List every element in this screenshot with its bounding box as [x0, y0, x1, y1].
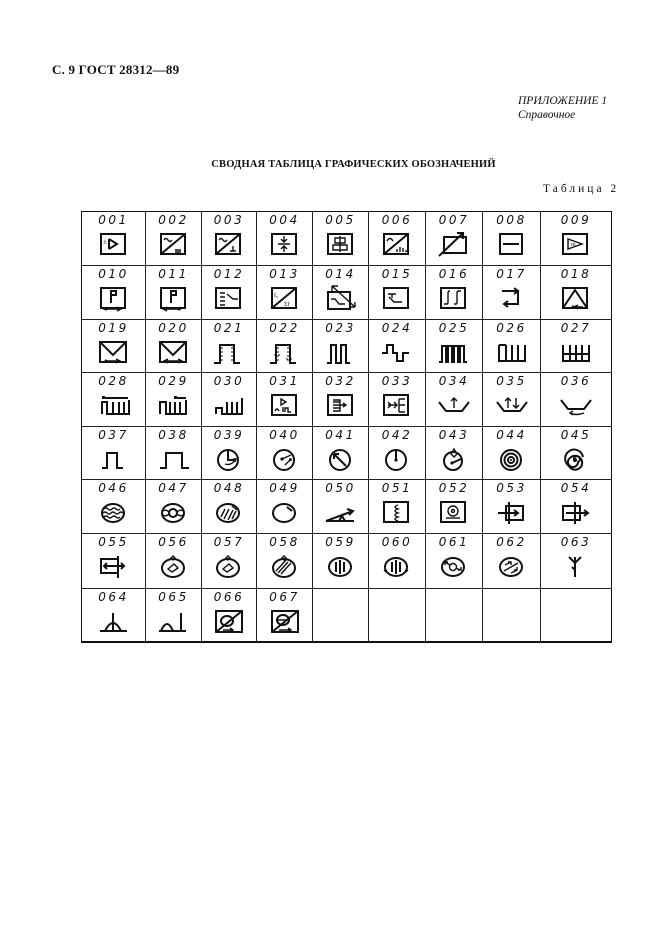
- symbol-cell-003: [202, 212, 257, 266]
- symbol-code: 045: [560, 428, 592, 442]
- symbol-code: 035: [496, 374, 527, 388]
- symbol-cell-010: [82, 266, 146, 320]
- symbol-cell-024: [369, 320, 426, 373]
- symbol-cell-028: [82, 373, 146, 427]
- symbol-cell-022: [257, 320, 313, 373]
- symbol-code: 013: [269, 267, 300, 281]
- symbol-code: 037: [98, 428, 129, 442]
- table-row: [82, 427, 612, 480]
- symbol-code: 004: [269, 213, 300, 227]
- symbol-code: 039: [213, 428, 245, 442]
- symbol-cell-019: [82, 320, 146, 373]
- symbol-code: 058: [269, 535, 300, 549]
- table-row: [82, 212, 612, 266]
- symbol-cell-040: [257, 427, 313, 480]
- symbol-cell-059: [313, 534, 369, 589]
- page-reference: С. 9 ГОСТ 28312—89: [52, 62, 180, 77]
- symbol-cell-065: [146, 589, 202, 643]
- symbol-code: 019: [98, 321, 129, 335]
- symbol-cell-067: [257, 589, 313, 643]
- symbol-code: 063: [560, 535, 592, 549]
- symbol-cell-007: [426, 212, 483, 266]
- symbol-cell-026: [483, 320, 541, 373]
- symbol-code: 053: [496, 481, 527, 495]
- symbol-code: 050: [325, 481, 356, 495]
- symbol-code: 051: [381, 481, 413, 495]
- symbol-cell-038: [146, 427, 202, 480]
- symbol-cell-031: [257, 373, 313, 427]
- symbol-code: 015: [381, 267, 413, 281]
- symbol-code: 005: [325, 213, 356, 227]
- symbol-code: 007: [438, 213, 470, 227]
- table-row: [82, 320, 612, 373]
- table-row: [82, 266, 612, 320]
- symbol-code: 055: [98, 535, 129, 549]
- symbol-code: 009: [560, 213, 592, 227]
- symbol-code: 012: [213, 267, 245, 281]
- symbol-cell-027: [541, 320, 612, 373]
- symbol-cell-015: [369, 266, 426, 320]
- symbol-code: 044: [496, 428, 527, 442]
- symbol-code: 048: [213, 481, 245, 495]
- symbol-code: 022: [269, 321, 300, 335]
- symbol-cell-045: [541, 427, 612, 480]
- symbol-cell-056: [146, 534, 202, 589]
- symbol-cell-034: [426, 373, 483, 427]
- symbol-cell-066: [202, 589, 257, 643]
- svg-text:Σf: Σf: [283, 302, 289, 308]
- symbols-table: [81, 211, 612, 643]
- symbol-code: 025: [438, 321, 470, 335]
- symbol-cell-013: [257, 266, 313, 320]
- symbol-cell-042: [369, 427, 426, 480]
- symbol-cell-048: [202, 480, 257, 534]
- symbol-cell-062: [483, 534, 541, 589]
- symbol-code: 061: [438, 535, 470, 549]
- symbol-code: 060: [381, 535, 413, 549]
- appendix-block: [518, 94, 607, 122]
- symbol-cell-046: [82, 480, 146, 534]
- symbol-cell-017: [483, 266, 541, 320]
- table-label: Таблица 2: [543, 183, 620, 195]
- symbol-code: 032: [325, 374, 356, 388]
- svg-text:±: ±: [102, 238, 107, 246]
- symbol-cell-035: [483, 373, 541, 427]
- symbol-code: 046: [98, 481, 129, 495]
- symbol-code: 006: [381, 213, 413, 227]
- table-row: [82, 480, 612, 534]
- symbol-code: 065: [158, 590, 189, 604]
- symbol-cell-012: [202, 266, 257, 320]
- table-row: [82, 589, 612, 643]
- symbol-code: 066: [213, 590, 245, 604]
- symbol-cell-049: [257, 480, 313, 534]
- symbol-code: 028: [98, 374, 129, 388]
- table-row: [82, 534, 612, 589]
- empty-cell: [483, 589, 541, 643]
- symbol-code: 008: [496, 213, 527, 227]
- appendix-title: ПРИЛОЖЕНИЕ 1: [518, 95, 608, 107]
- symbol-cell-041: [313, 427, 369, 480]
- symbol-cell-051: [369, 480, 426, 534]
- symbol-cell-054: [541, 480, 612, 534]
- symbol-code: 016: [438, 267, 470, 281]
- symbol-cell-032: [313, 373, 369, 427]
- symbol-code: 018: [560, 267, 592, 281]
- symbol-code: 049: [269, 481, 300, 495]
- symbol-cell-061: [426, 534, 483, 589]
- empty-cell: [426, 589, 483, 643]
- symbol-cell-047: [146, 480, 202, 534]
- symbol-cell-005: [313, 212, 369, 266]
- symbol-code: 064: [98, 590, 129, 604]
- symbol-cell-058: [257, 534, 313, 589]
- symbol-code: 052: [438, 481, 470, 495]
- symbol-cell-063: [541, 534, 612, 589]
- symbol-cell-050: [313, 480, 369, 534]
- symbol-code: 020: [158, 321, 189, 335]
- symbol-code: 056: [158, 535, 189, 549]
- symbol-code: 034: [438, 374, 470, 388]
- symbol-code: 023: [325, 321, 356, 335]
- symbol-code: 041: [325, 428, 356, 442]
- svg-text:m: m: [571, 242, 576, 248]
- symbol-code: 042: [381, 428, 413, 442]
- symbol-code: 036: [560, 374, 592, 388]
- symbol-cell-033: [369, 373, 426, 427]
- symbol-cell-036: [541, 373, 612, 427]
- symbol-code: 003: [213, 213, 245, 227]
- symbol-code: 057: [213, 535, 245, 549]
- symbol-cell-020: [146, 320, 202, 373]
- symbol-cell-044: [483, 427, 541, 480]
- symbol-code: 054: [560, 481, 592, 495]
- symbol-cell-021: [202, 320, 257, 373]
- symbol-code: 001: [98, 213, 129, 227]
- symbol-cell-060: [369, 534, 426, 589]
- symbol-cell-055: [82, 534, 146, 589]
- symbol-code: 067: [269, 590, 300, 604]
- symbol-cell-037: [82, 427, 146, 480]
- symbol-cell-023: [313, 320, 369, 373]
- svg-text:f₀: f₀: [273, 293, 278, 299]
- appendix-note: Справочное: [518, 109, 576, 121]
- symbol-code: 040: [269, 428, 300, 442]
- symbol-cell-064: [82, 589, 146, 643]
- document-title: СВОДНАЯ ТАБЛИЦА ГРАФИЧЕСКИХ ОБОЗНАЧЕНИЙ: [211, 159, 496, 170]
- symbol-cell-052: [426, 480, 483, 534]
- symbol-code: 002: [158, 213, 189, 227]
- symbol-code: 038: [158, 428, 189, 442]
- symbol-code: 062: [496, 535, 527, 549]
- symbol-cell-009: [541, 212, 612, 266]
- symbol-code: 021: [213, 321, 245, 335]
- symbol-code: 017: [496, 267, 527, 281]
- symbol-cell-053: [483, 480, 541, 534]
- symbol-cell-018: [541, 266, 612, 320]
- symbol-cell-006: [369, 212, 426, 266]
- symbol-code: 014: [325, 267, 356, 281]
- symbol-cell-030: [202, 373, 257, 427]
- table-bottom-rule: [81, 641, 612, 643]
- symbol-code: 033: [381, 374, 413, 388]
- empty-cell: [313, 589, 369, 643]
- symbol-code: 029: [158, 374, 189, 388]
- symbol-cell-008: [483, 212, 541, 266]
- symbol-cell-001: [82, 212, 146, 266]
- symbol-code: 027: [560, 321, 592, 335]
- symbol-cell-016: [426, 266, 483, 320]
- symbol-code: 047: [158, 481, 189, 495]
- symbol-cell-029: [146, 373, 202, 427]
- symbol-code: 026: [496, 321, 527, 335]
- symbol-code: 010: [98, 267, 129, 281]
- symbol-cell-039: [202, 427, 257, 480]
- symbol-cell-057: [202, 534, 257, 589]
- symbol-cell-025: [426, 320, 483, 373]
- symbol-code: 011: [158, 267, 189, 281]
- symbol-code: 059: [325, 535, 356, 549]
- symbol-cell-002: [146, 212, 202, 266]
- symbol-code: 043: [438, 428, 470, 442]
- empty-cell: [369, 589, 426, 643]
- table-row: [82, 373, 612, 427]
- symbol-cell-004: [257, 212, 313, 266]
- empty-cell: [541, 589, 612, 643]
- symbol-code: 030: [213, 374, 245, 388]
- symbol-code: 024: [381, 321, 413, 335]
- symbol-cell-011: [146, 266, 202, 320]
- symbol-cell-014: [313, 266, 369, 320]
- symbol-code: 031: [269, 374, 300, 388]
- symbol-cell-043: [426, 427, 483, 480]
